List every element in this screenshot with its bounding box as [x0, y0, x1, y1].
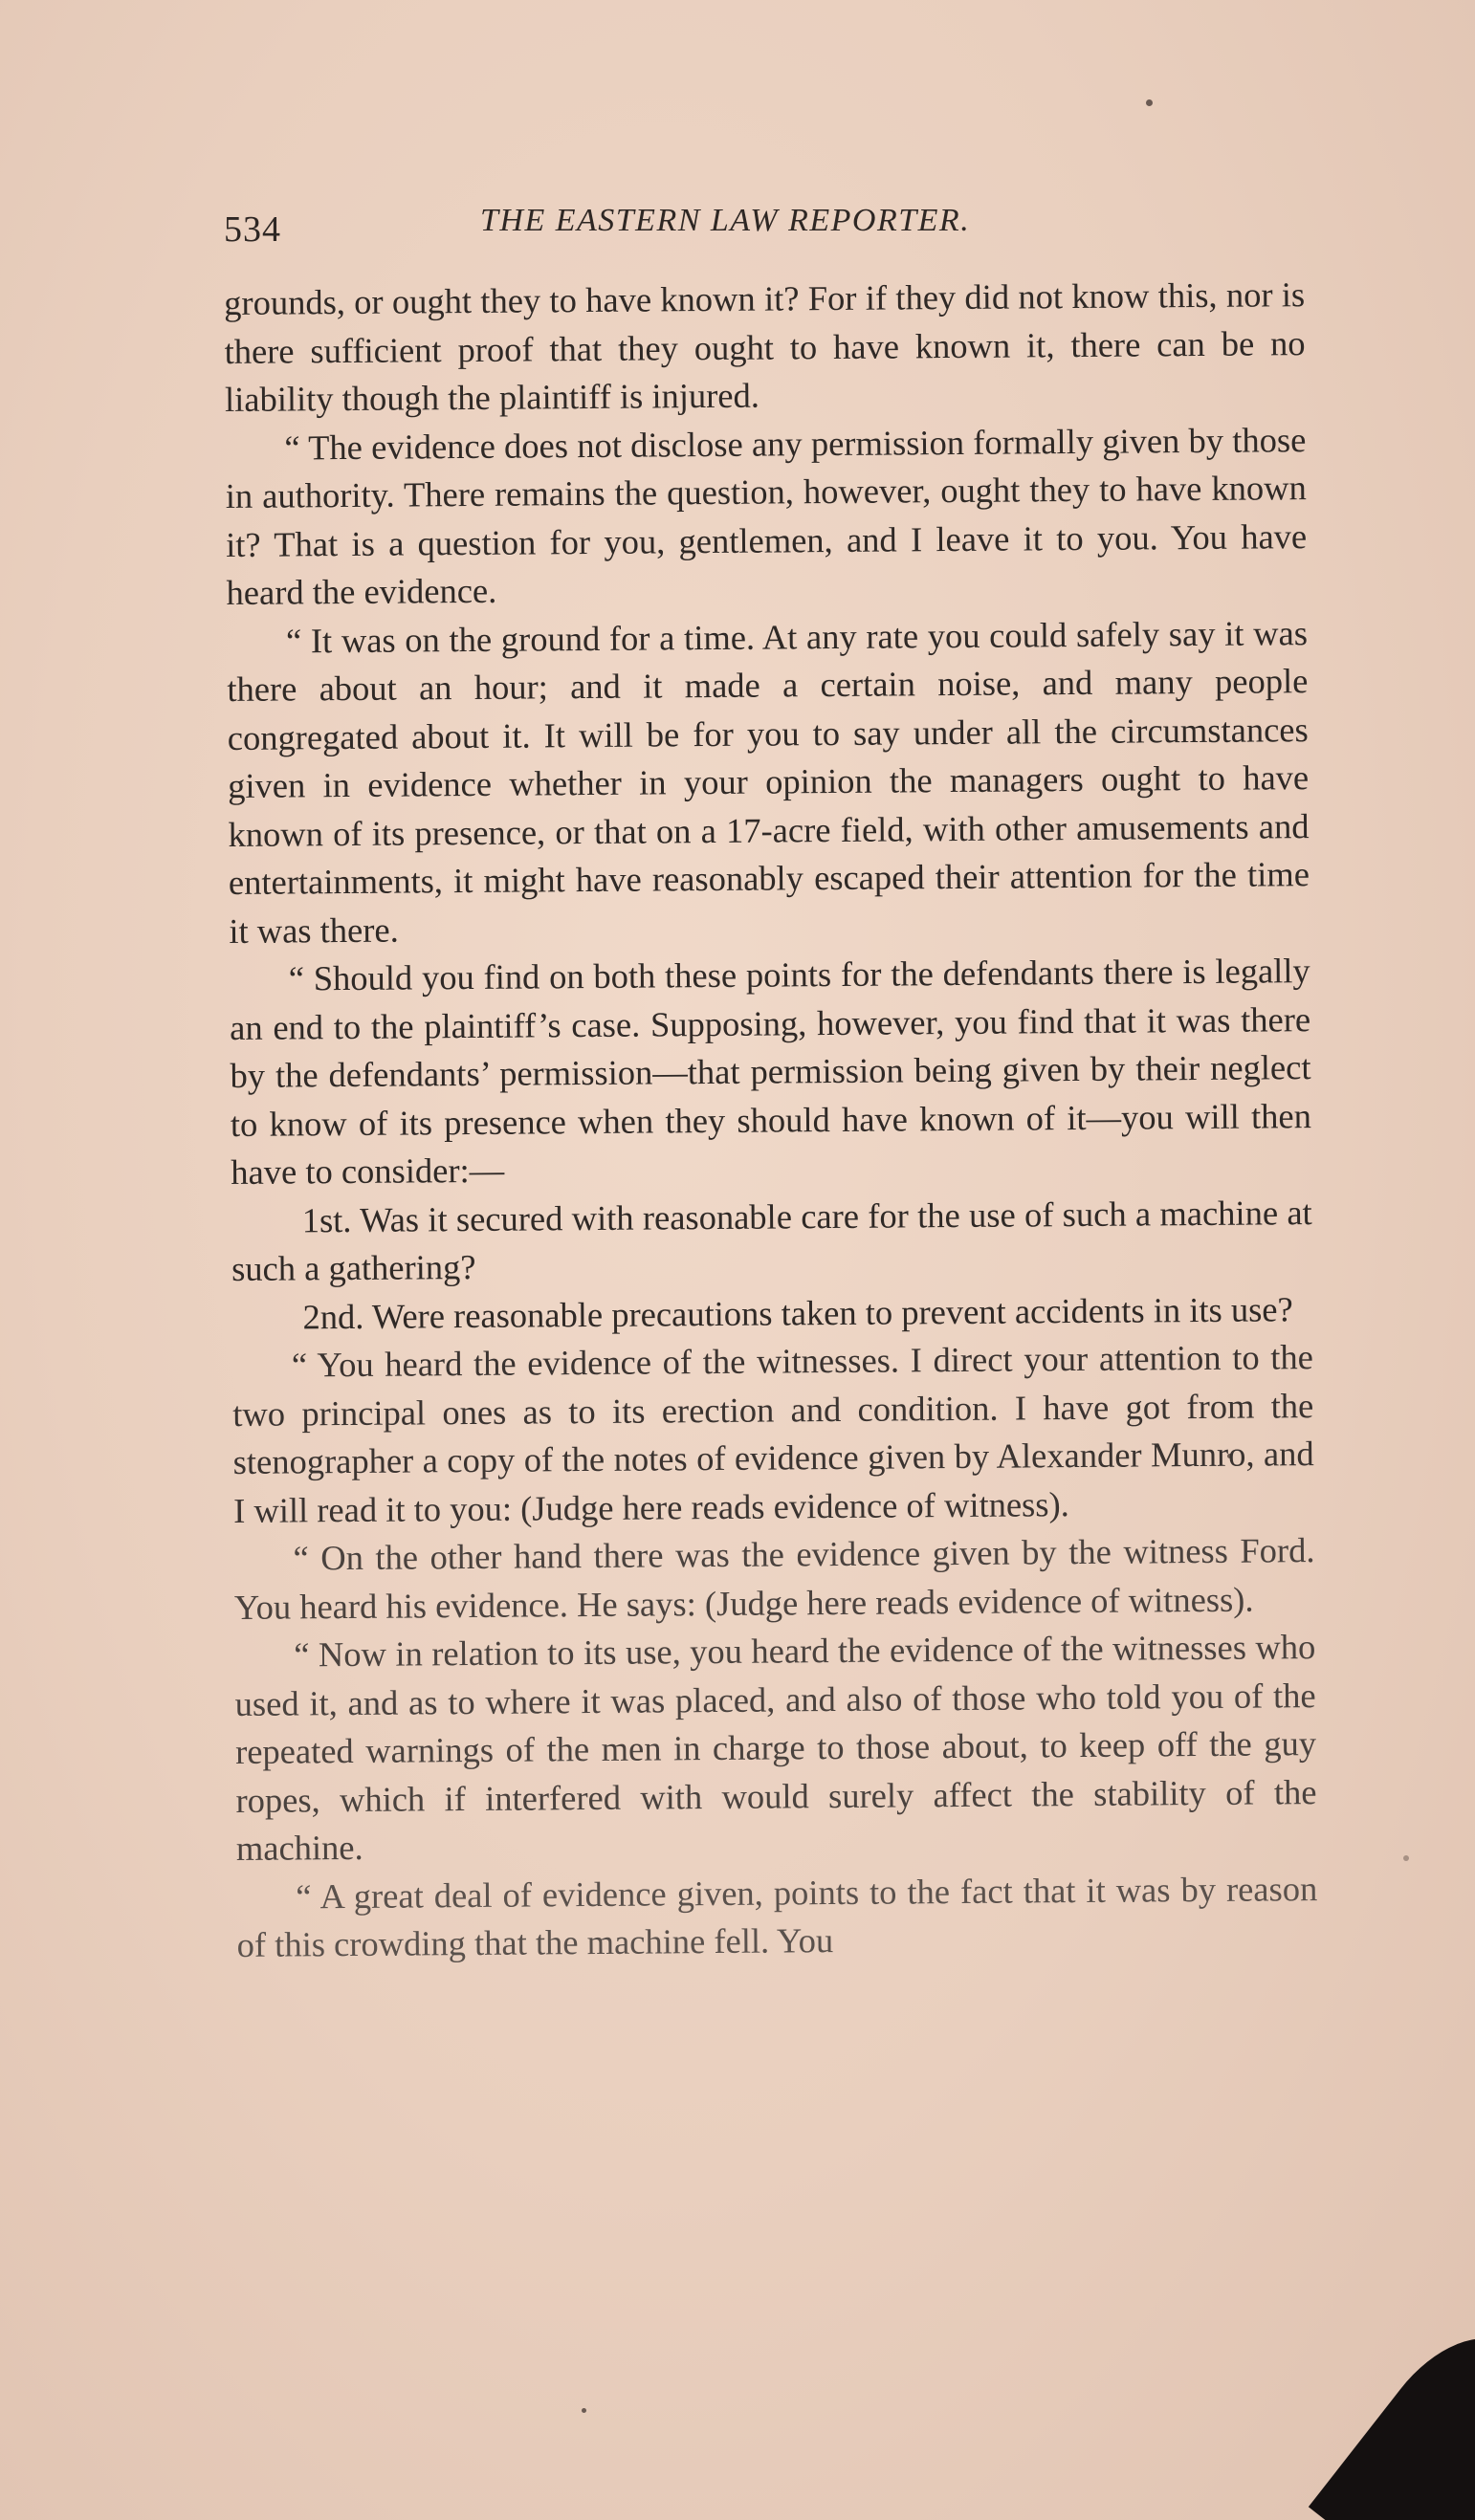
page-header: [224, 203, 1305, 266]
paragraph: “ On the other hand there was the evidence given by the witness Ford. You heard his evidence. He says: (Judge here reads evidence of witness).: [233, 1530, 1315, 1627]
running-title: THE EASTERN LAW REPORTER.: [480, 203, 971, 238]
paragraph: “ A great deal of evidence given, points to the fact that it was by reason of this crowding that the machine fell. You: [236, 1868, 1318, 1964]
numbered-paragraph: 2nd. Were reasonable precautions taken to prevent accidents in its use?: [302, 1288, 1293, 1336]
paragraph: “ The evidence does not disclose any permission formally given by those in authority. There remains the question, however, ought they to have known it? That is a question for you, gentlemen, and I leave it to you. You have heard the evidence.: [225, 419, 1308, 612]
paragraph: “ Should you find on both these points for the defendants there is legally an end to the plaintiff’s case. Supposing, however, you find that it was there by the defendants’ permission—that permission being given by their neglect to know of its presence when they should have known of it—you will then have to consider:—: [229, 951, 1312, 1192]
paper-speck: [582, 2408, 586, 2413]
paragraph: “ It was on the ground for a time. At any rate you could safely say it was there about an hour; and it made a certain noise, and many people congregated about it. It will be for you to say under all the circumstances given in evidence whether in your opinion the managers ought to have known of its presence, or that on a 17-acre field, with other amusements and entertainments, it might have reasonably escaped their attention for the time it was there.: [227, 612, 1310, 951]
paper-speck: [1146, 99, 1153, 106]
numbered-paragraph: 1st. Was it secured with reasonable care for the use of such a machine at such a gathering?: [231, 1192, 1312, 1288]
body-text: [224, 271, 1318, 1969]
paragraph: grounds, or ought they to have known it? For if they did not know this, nor is there sufficient proof that they ought to have known it, there can be no liability though the plaintiff is injured.: [224, 274, 1306, 419]
paragraph: “ Now in relation to its use, you heard the evidence of the witnesses who used it, and as to where it was placed, and also of those who told you of the repeated warnings of the men in charge to those about, to keep off the guy ropes, which if interfered with would surely affect the stability of the machine.: [234, 1627, 1317, 1868]
paragraph: “ You heard the evidence of the witnesses. I direct your attention to the two principal ones as to its erection and condition. I have got from the stenographer a copy of the notes of evidence given by Alexander Munro, and I will read it to you: (Judge here reads evidence of witness).: [232, 1337, 1314, 1530]
page-corner-shadow: [1309, 2311, 1475, 2520]
paper-speck: [1403, 1855, 1409, 1861]
page-number: 534: [224, 209, 281, 250]
